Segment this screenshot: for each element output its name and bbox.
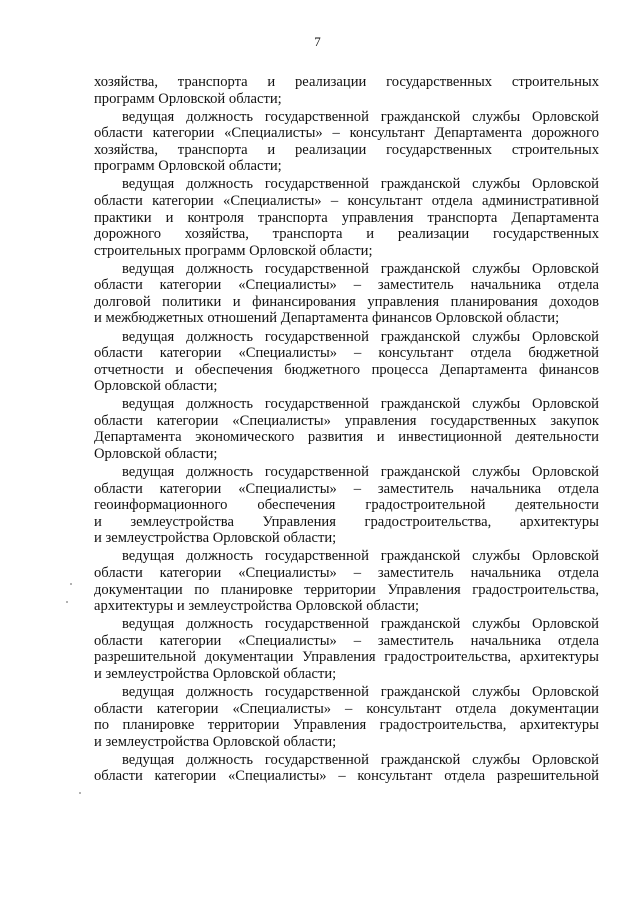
text-line: ведущая должность государственной гражданской службы Орловской xyxy=(122,751,599,768)
paragraph xyxy=(94,74,599,107)
text-line: области категории «Специалисты» – заместитель начальника отдела xyxy=(94,565,599,582)
text-line: долговой политики и финансирования управления планирования доходов xyxy=(94,293,599,310)
text-line: области категории «Специалисты» – заместитель начальника отдела xyxy=(94,632,599,649)
text-line: области категории «Специалисты» – заместитель начальника отдела xyxy=(94,277,599,294)
text-line: ведущая должность государственной гражданской службы Орловской xyxy=(122,108,599,125)
text-line: и землеустройства Орловской области; xyxy=(94,530,337,547)
page-number: 7 xyxy=(314,34,321,49)
scan-speck xyxy=(66,601,68,603)
text-line: программ Орловской области; xyxy=(94,158,282,175)
scan-speck xyxy=(70,583,72,585)
paragraph xyxy=(94,261,599,327)
text-line: разрешительной документации Управления градостроительства, архитектуры xyxy=(94,649,599,666)
text-line: ведущая должность государственной гражданской службы Орловской xyxy=(122,548,599,565)
text-line: хозяйства, транспорта и реализации государственных строительных xyxy=(94,74,599,90)
paragraph xyxy=(94,684,599,750)
scan-speck xyxy=(79,792,81,794)
text-line: ведущая должность государственной гражданской службы Орловской xyxy=(122,684,599,701)
text-line: Департамента экономического развития и инвестиционной деятельности xyxy=(94,429,599,446)
paragraph xyxy=(94,329,599,395)
text-line: ведущая должность государственной гражданской службы Орловской xyxy=(122,328,599,345)
paragraph xyxy=(94,548,599,614)
paragraph xyxy=(94,109,599,175)
text-line: Орловской области; xyxy=(94,446,218,462)
text-line: ведущая должность государственной гражданской службы Орловской xyxy=(122,260,599,277)
text-line: области категории «Специалисты» – консультант Департамента дорожного xyxy=(94,125,599,142)
text-line: Орловской области; xyxy=(94,378,218,395)
text-line: дорожного хозяйства, транспорта и реализации государственных xyxy=(94,226,599,243)
text-line: области категории «Специалисты» управления государственных закупок xyxy=(94,412,599,429)
text-line: программ Орловской области; xyxy=(94,90,282,107)
text-line: области категории «Специалисты» – консультант отдела документации xyxy=(94,700,599,717)
text-line: области категории «Специалисты» – консультант отдела административной xyxy=(94,193,599,210)
text-line: строительных программ Орловской области; xyxy=(94,242,373,259)
text-line: документации по планировке территории Управления градостроительства, xyxy=(94,581,599,598)
text-line: и землеустройства Управления градостроительства, архитектуры xyxy=(94,513,599,530)
text-line: ведущая должность государственной гражданской службы Орловской xyxy=(122,616,599,633)
paragraph xyxy=(94,752,599,785)
text-line: и землеустройства Орловской области; xyxy=(94,665,337,682)
text-line: ведущая должность государственной гражданской службы Орловской xyxy=(122,464,599,481)
text-line: ведущая должность государственной гражданской службы Орловской xyxy=(122,176,599,193)
text-line: архитектуры и землеустройства Орловской области; xyxy=(94,598,420,615)
paragraph xyxy=(94,616,599,682)
paragraph xyxy=(94,176,599,259)
text-line: области категории «Специалисты» – консультант отдела бюджетной xyxy=(94,345,599,362)
document-body xyxy=(94,74,599,787)
text-line: области категории «Специалисты» – заместитель начальника отдела xyxy=(94,480,599,497)
text-line: геоинформационного обеспечения градостроительной деятельности xyxy=(94,497,599,514)
paragraph xyxy=(94,396,599,462)
text-line: и землеустройства Орловской области; xyxy=(94,733,337,750)
text-line: ведущая должность государственной гражданской службы Орловской xyxy=(122,396,599,413)
text-line: хозяйства, транспорта и реализации государственных строительных xyxy=(94,141,599,158)
text-line: практики и контроля транспорта управления транспорта Департамента xyxy=(94,209,599,226)
text-line: по планировке территории Управления градостроительства, архитектуры xyxy=(94,717,599,734)
paragraph xyxy=(94,464,599,547)
text-line: и межбюджетных отношений Департамента финансов Орловской области; xyxy=(94,310,560,327)
text-line: области категории «Специалисты» – консультант отдела разрешительной xyxy=(94,768,599,785)
text-line: отчетности и обеспечения бюджетного процесса Департамента финансов xyxy=(94,361,599,378)
